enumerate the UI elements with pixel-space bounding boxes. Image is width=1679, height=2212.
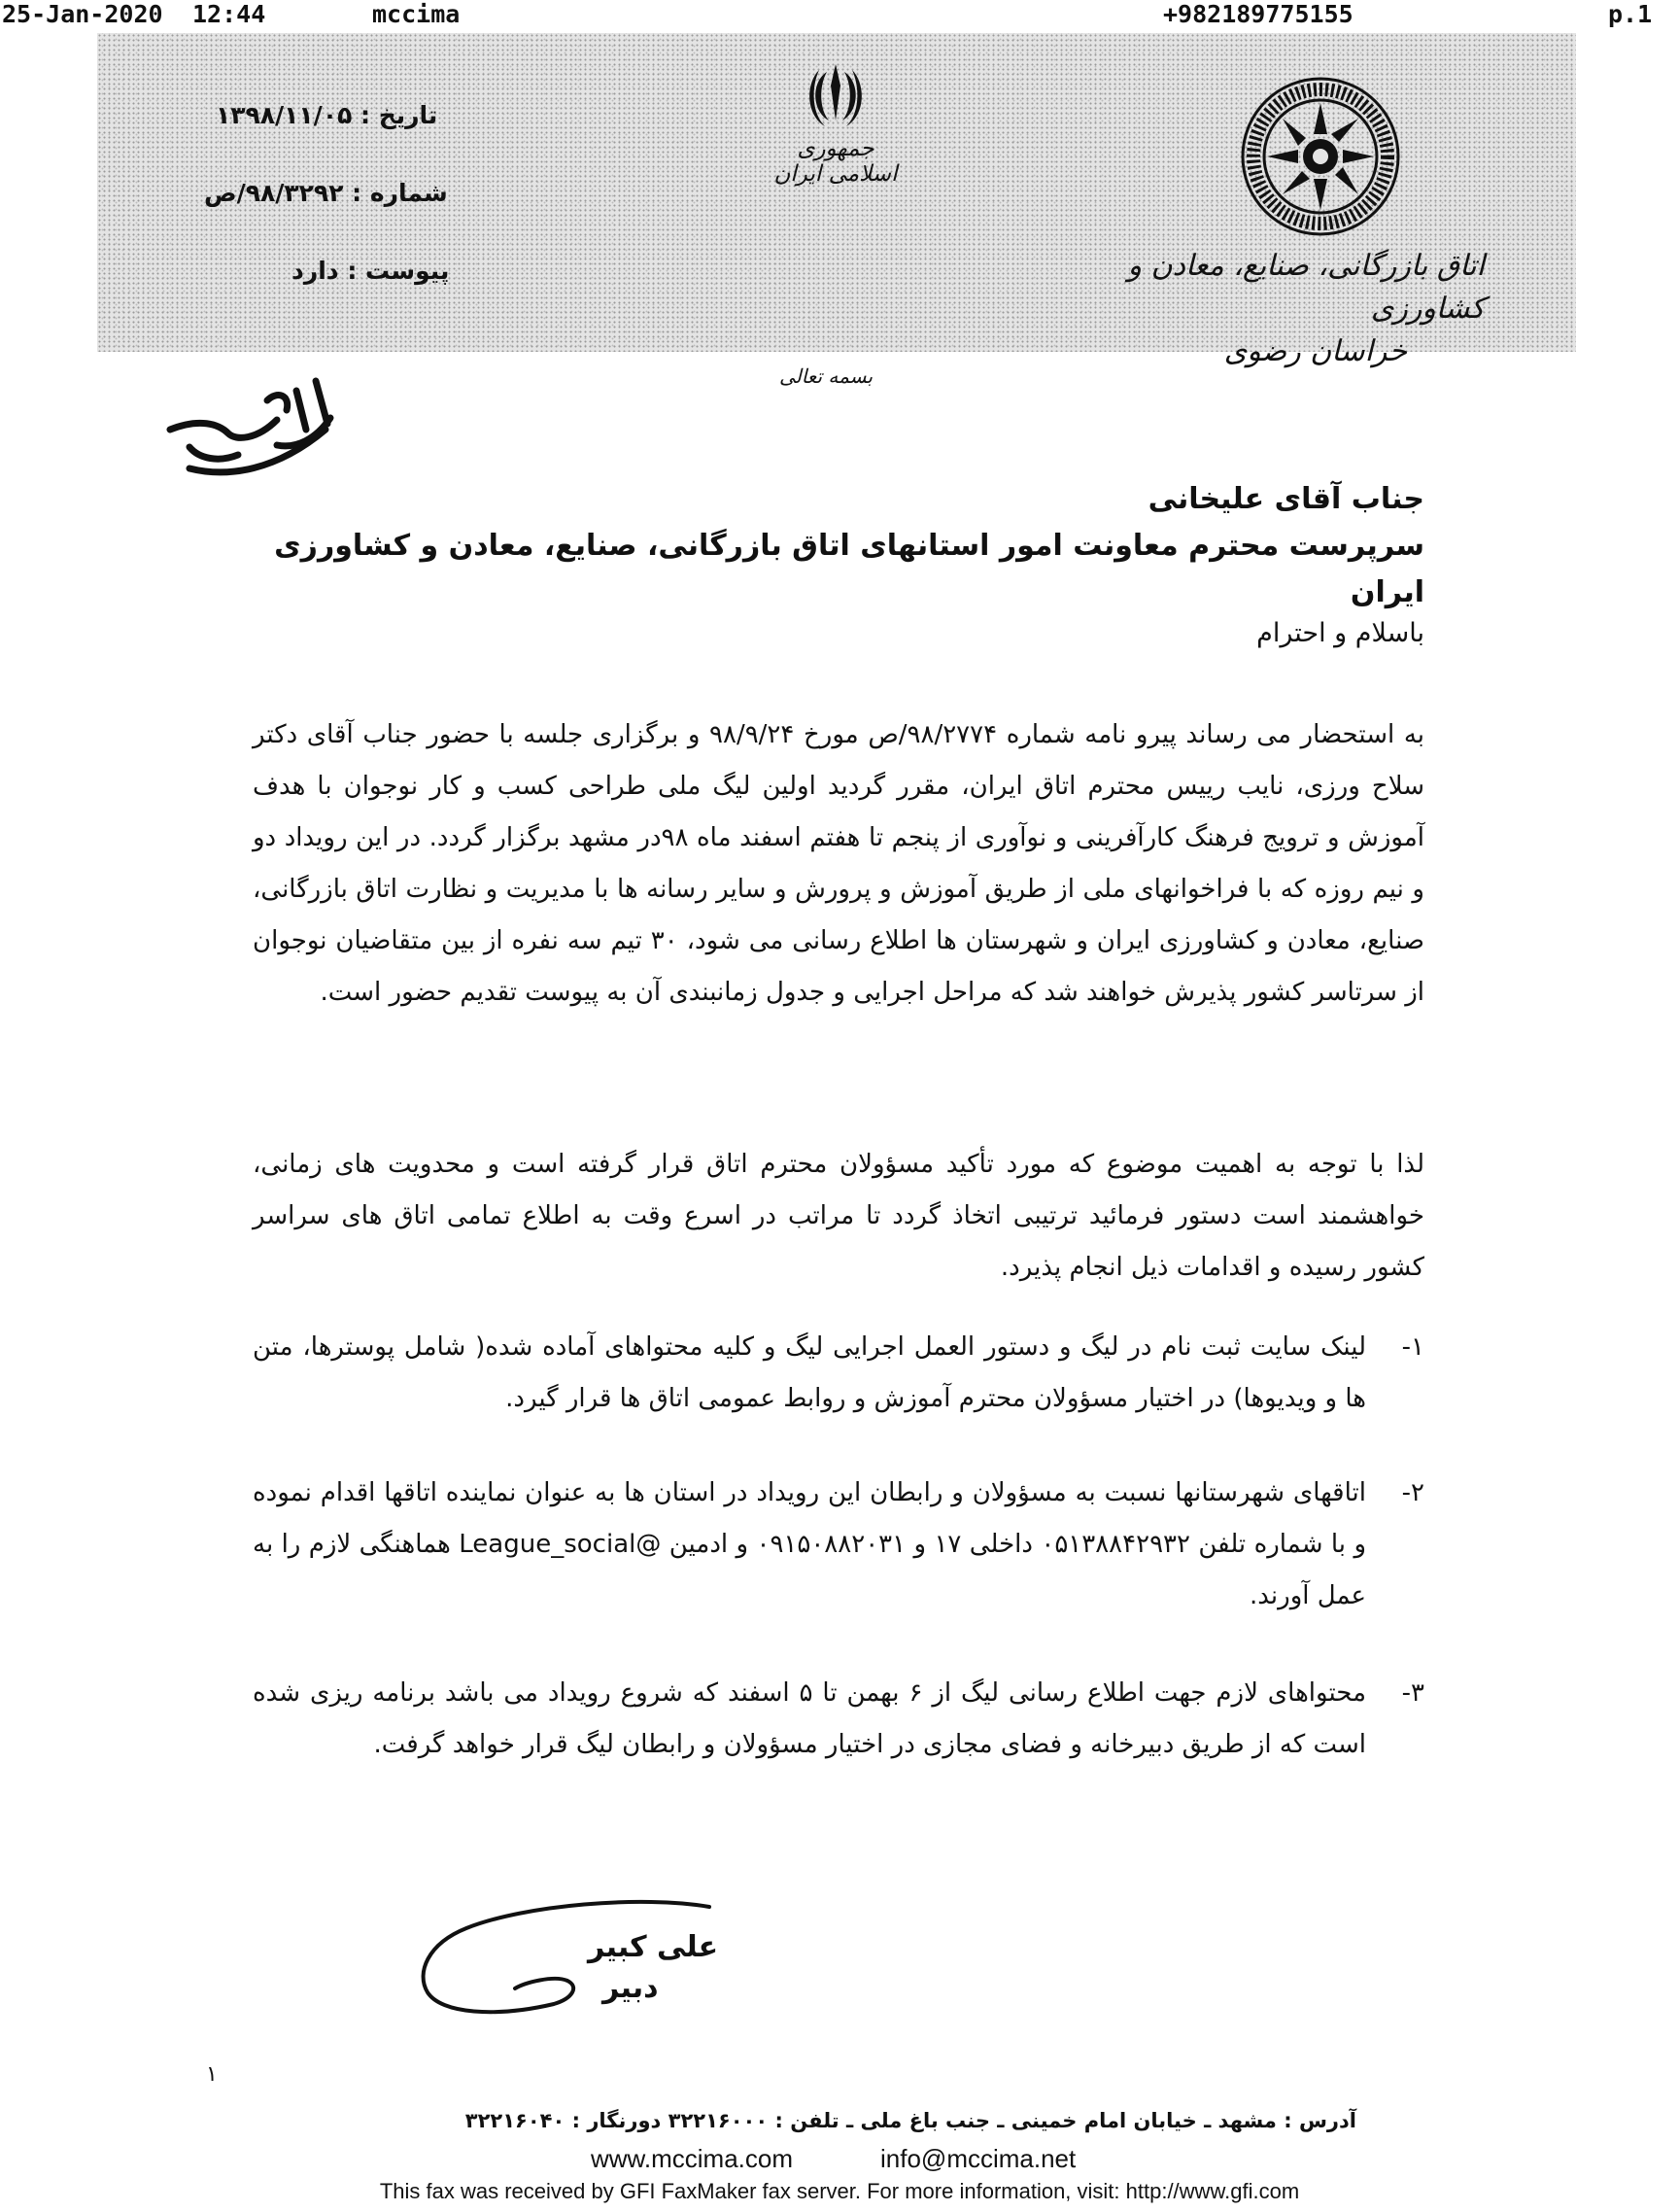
chamber-logo <box>1238 74 1403 243</box>
footer-email-link[interactable]: info@mccima.net <box>880 2144 1077 2173</box>
fax-page: p.1 <box>1608 0 1653 28</box>
list-item-number: ۲- <box>1401 1478 1424 1507</box>
fax-header <box>0 0 1679 33</box>
signature-scribble <box>408 1895 729 2035</box>
chamber-name-line1: اتاق بازرگانی، صنایع، معادن و کشاورزی <box>1127 249 1485 326</box>
recipient-name: جناب آقای علیخانی <box>1148 482 1424 516</box>
list-item-text: لینک سایت ثبت نام در لیگ و دستور العمل اجرایی لیگ و کلیه محتواهای آماده شده( شامل پوسترها، متن ها و ویدیوها) در اختیار مسؤولان محترم آموزش و روابط عمومی اتاق ها قرار گیرد. <box>253 1332 1366 1413</box>
list-item <box>253 1468 1424 1622</box>
letter-date: تاریخ : ۱۳۹۸/۱۱/۰۵ <box>216 101 438 129</box>
bismillah: بسمه تعالی <box>778 364 874 388</box>
list-item-number: ۱- <box>1401 1332 1424 1362</box>
body-paragraph-2: لذا با توجه به اهمیت موضوع که مورد تأکید مسؤولان محترم اتاق قرار گرفته است و محدویت های زمانی، خواهشمند است دستور فرمائید ترتیبی اتخاذ گردد تا مراتب در اسرع وقت به اطلاع تمامی اتاق های سراسر کشور رسیده و اقدامات ذیل انجام پذیرد. <box>253 1150 1424 1282</box>
recipient-block <box>253 476 1424 616</box>
recipient-title: سرپرست محترم معاونت امور استانهای اتاق بازرگانی، صنایع، معادن و کشاورزی ایران <box>274 529 1424 609</box>
emblem-caption: جمهوری اسلامی ایران <box>773 136 898 187</box>
footer-address: آدرس : مشهد ـ خیابان امام خمینی ـ جنب باغ ملی ـ تلفن : ۳۲۲۱۶۰۰۰ دورنگار : ۳۲۲۱۶۰۴۰ <box>464 2109 1356 2132</box>
list-item <box>253 1668 1424 1771</box>
chamber-seal-icon <box>1238 74 1403 239</box>
footer-website-link[interactable]: www.mccima.com <box>591 2144 794 2173</box>
list-item-text: اتاقهای شهرستانها نسبت به مسؤولان و رابطان این رویداد در استان ها به عنوان نماینده اتاقها اقدام نموده و با شماره تلفن ۰۵۱۳۸۸۴۲۹۳۲ داخلی ۱۷ و ۰۹۱۵۰۸۸۲۰۳۱ و ادمین @League_social هماهنگی لازم را به عمل آورند. <box>253 1478 1366 1610</box>
page-number: ۱ <box>206 2062 218 2087</box>
letter-attachment: پیوست : دارد <box>291 257 450 285</box>
signatory-name: علی کبیر <box>588 1930 719 1964</box>
fax-server-notice: This fax was received by GFI FaxMaker fax server. For more information, visit: http://www.gfi.com <box>379 2179 1300 2203</box>
list-item-text: محتواهای لازم جهت اطلاع رسانی لیگ از ۶ بهمن تا ۵ اسفند که شروع رویداد می باشد برنامه ریزی شده است که از طریق دبیرخانه و فضای مجازی در اختیار مسؤولان و رابطان لیگ قرار خواهد گرفت. <box>253 1678 1367 1759</box>
signatory-title: دبیر <box>602 1971 659 2005</box>
fax-time: 12:44 <box>192 0 266 28</box>
national-emblem <box>768 60 904 187</box>
chamber-name-line2: خراسان رضوی <box>1223 334 1407 368</box>
fax-phone: +982189775155 <box>1163 0 1353 28</box>
body-paragraph-1: به استحضار می رساند پیرو نامه شماره ۹۸/۲۷۷۴/ص مورخ ۹۸/۹/۲۴ و برگزاری جلسه با حضور جناب آقای دکتر سلاح ورزی، نایب رییس محترم اتاق ایران، مقرر گردید اولین لیگ ملی طراحی کسب و کار نوجوان با هدف آموزش و ترویج فرهنگ کارآفرینی و نوآوری از پنجم تا هفتم اسفند ماه ۹۸در مشهد برگزار گردد. در این رویداد دو و نیم روزه که با فراخوانهای ملی از طریق آموزش و پرورش و سایر رسانه ها با مدیریت و نظارت اتاق بازرگانی، صنایع، معادن و کشاورزی ایران و شهرستان ها اطلاع رسانی می شود، ۳۰ تیم سه نفره از بین متقاضیان نوجوان از سرتاسر کشور پذیرش خواهند شد که مراحل اجرایی و جدول زمانبندی آن به پیوست تقدیم حضور است. <box>253 720 1425 1007</box>
fax-date: 25-Jan-2020 <box>2 0 163 28</box>
list-item-number: ۳- <box>1401 1678 1424 1708</box>
fax-sender-id: mccima <box>372 0 461 28</box>
iran-emblem-icon <box>805 60 866 130</box>
greeting: باسلام و احترام <box>1256 618 1424 648</box>
chamber-name <box>1077 245 1485 373</box>
list-item <box>253 1322 1424 1425</box>
letter-number: شماره : ۹۸/۳۲۹۲/ص <box>204 179 448 207</box>
